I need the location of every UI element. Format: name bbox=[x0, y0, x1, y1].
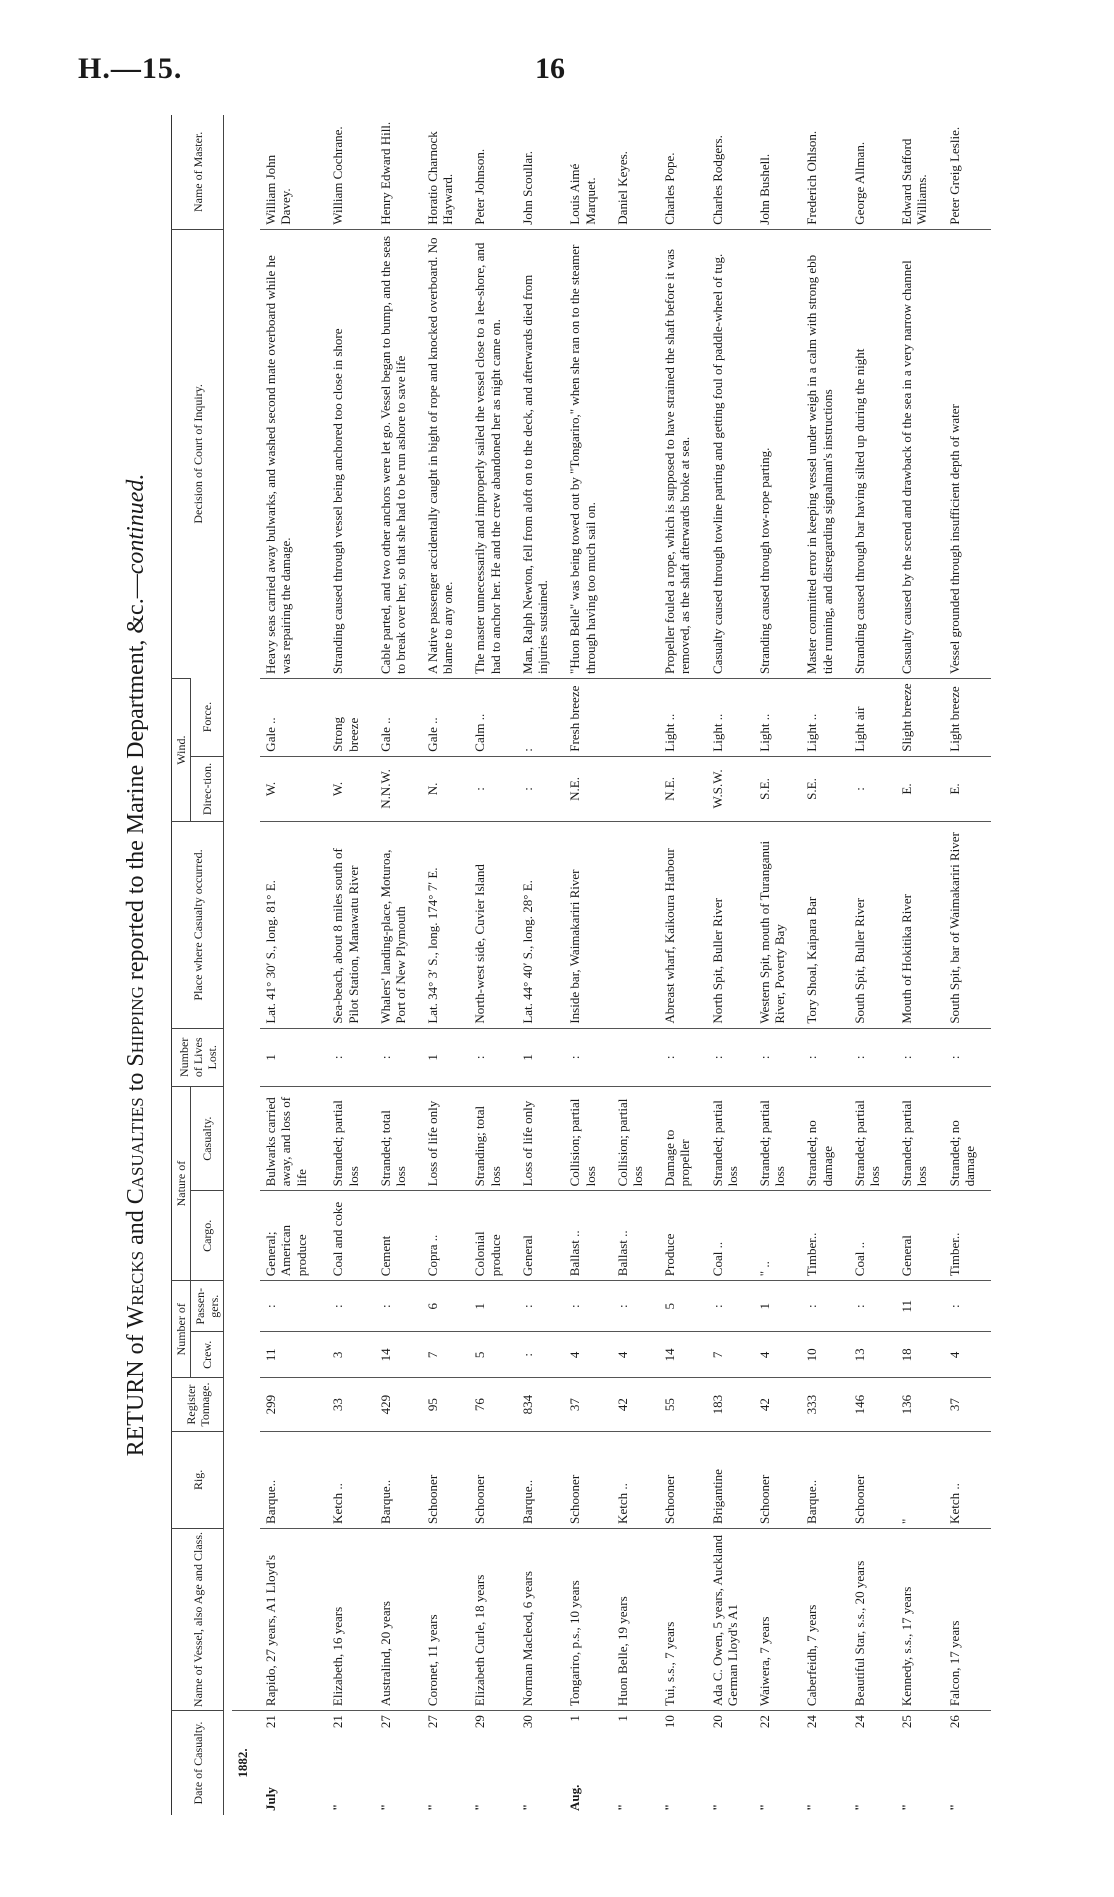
cell-force: Light .. bbox=[659, 678, 706, 756]
cell-vessel: Kennedy, s.s., 17 years bbox=[896, 1528, 943, 1710]
cell-decision: Propeller fouled a rope, which is supposed to have strained the shaft before it was removed, as the shaft afterwards broke at sea. bbox=[659, 229, 706, 678]
cell-force: Slight breeze bbox=[896, 678, 943, 756]
cell-direction: : bbox=[469, 756, 516, 822]
col-direction: Direc-tion. bbox=[191, 756, 224, 822]
col-force: Force. bbox=[191, 678, 224, 756]
cell-passengers: : bbox=[849, 1281, 896, 1332]
cell-master: Frederich Ohlson. bbox=[804, 130, 820, 225]
cell-vessel: Beautiful Star, s.s., 20 years bbox=[849, 1528, 896, 1710]
cell-cargo: Coal .. bbox=[707, 1191, 754, 1281]
cell-day: 24 bbox=[851, 1715, 867, 1729]
cell-master: Louis Aimé Marquet. bbox=[567, 163, 598, 225]
table-row bbox=[944, 115, 991, 1815]
cell-day: 29 bbox=[472, 1715, 488, 1729]
cell-month: " bbox=[614, 1803, 630, 1811]
title-suffix: reported to the Marine Department, &c.— bbox=[123, 574, 149, 987]
cell-rig: Schooner bbox=[659, 1431, 706, 1528]
cell-day: 1 bbox=[614, 1715, 630, 1722]
cell-day: 26 bbox=[946, 1715, 962, 1729]
cell-vessel: Elizabeth, 16 years bbox=[327, 1528, 374, 1710]
cell-force bbox=[612, 678, 659, 756]
returns-table bbox=[171, 115, 991, 1815]
cell-crew: 7 bbox=[707, 1332, 754, 1378]
cell-day: 27 bbox=[377, 1715, 393, 1729]
cell-place: South Spit, Buller River bbox=[849, 822, 896, 1028]
cell-force: Light breeze bbox=[944, 678, 991, 756]
cell-date bbox=[422, 1711, 469, 1815]
col-crew: Crew. bbox=[191, 1332, 224, 1378]
cell-direction: W. bbox=[327, 756, 374, 822]
table-row bbox=[801, 115, 848, 1815]
cell-rig: Barque.. bbox=[801, 1431, 848, 1528]
cell-month: " bbox=[899, 1803, 915, 1811]
cell-master: John Bushell. bbox=[756, 153, 772, 225]
cell-master: Charles Rodgers. bbox=[709, 135, 725, 225]
cell-month: " bbox=[425, 1803, 441, 1811]
cell-cargo: General bbox=[517, 1191, 564, 1281]
cell-month: " bbox=[709, 1803, 725, 1811]
cell-vessel: Tongariro, p.s., 10 years bbox=[564, 1528, 611, 1710]
cell-crew: 7 bbox=[422, 1332, 469, 1378]
cell-tonnage: 299 bbox=[260, 1378, 327, 1431]
cell-cargo: General bbox=[896, 1191, 943, 1281]
cell-passengers: : bbox=[564, 1281, 611, 1332]
cell-force: Gale .. bbox=[260, 678, 327, 756]
cell-crew: 14 bbox=[375, 1332, 422, 1378]
cell-force: Light .. bbox=[707, 678, 754, 756]
cell-month: " bbox=[377, 1803, 393, 1811]
cell-vessel: Waiwera, 7 years bbox=[754, 1528, 801, 1710]
cell-rig: Schooner bbox=[849, 1431, 896, 1528]
cell-lives bbox=[612, 1028, 659, 1086]
cell-date bbox=[517, 1711, 564, 1815]
col-passengers: Passen-gers. bbox=[191, 1281, 224, 1332]
cell-lives: : bbox=[375, 1028, 422, 1086]
cell-decision: Man, Ralph Newton, fell from aloft on to the deck, and afterwards died from injuries sustained. bbox=[517, 229, 564, 678]
cell-cargo: Produce bbox=[659, 1191, 706, 1281]
cell-master: Henry Edward Hill. bbox=[377, 121, 393, 225]
cell-passengers: 5 bbox=[659, 1281, 706, 1332]
cell-tonnage: 429 bbox=[375, 1378, 422, 1431]
cell-tonnage: 333 bbox=[801, 1378, 848, 1431]
cell-direction: : bbox=[849, 756, 896, 822]
page-number: 16 bbox=[535, 52, 565, 85]
cell-date bbox=[375, 1711, 422, 1815]
cell-casualty: Loss of life only bbox=[422, 1086, 469, 1190]
cell-cargo: " .. bbox=[754, 1191, 801, 1281]
cell-decision: Stranding caused through tow-rope parting. bbox=[754, 229, 801, 678]
cell-date bbox=[801, 1711, 848, 1815]
col-wind: Wind. bbox=[172, 678, 191, 821]
cell-passengers: 1 bbox=[754, 1281, 801, 1332]
cell-day: 10 bbox=[662, 1715, 678, 1729]
cell-vessel: Caberfeidh, 7 years bbox=[801, 1528, 848, 1710]
cell-casualty: Stranded; partial loss bbox=[896, 1086, 943, 1190]
cell-crew: 14 bbox=[659, 1332, 706, 1378]
cell-cargo: Cement bbox=[375, 1191, 422, 1281]
cell-vessel: Tui, s.s., 7 years bbox=[659, 1528, 706, 1710]
cell-lives: : bbox=[327, 1028, 374, 1086]
cell-cargo: Colonial produce bbox=[469, 1191, 516, 1281]
cell-passengers: 6 bbox=[422, 1281, 469, 1332]
cell-day: 22 bbox=[756, 1715, 772, 1729]
year-label: 1882. bbox=[232, 1711, 260, 1815]
col-place: Place where Casualty occurred. bbox=[172, 822, 224, 1028]
col-lives-lost: Number of Lives Lost. bbox=[172, 1028, 224, 1086]
col-rig: Rig. bbox=[172, 1431, 224, 1528]
cell-direction: W. bbox=[260, 756, 327, 822]
cell-date bbox=[612, 1711, 659, 1815]
title-wrecks: Wrecks bbox=[123, 1250, 149, 1329]
cell-lives: : bbox=[707, 1028, 754, 1086]
cell-cargo: Coal and coke bbox=[327, 1191, 374, 1281]
cell-month: Aug. bbox=[567, 1784, 583, 1811]
cell-day: 1 bbox=[567, 1715, 583, 1722]
cell-day: 27 bbox=[425, 1715, 441, 1729]
table-row bbox=[896, 115, 943, 1815]
cell-place: Tory Shoal, Kaipara Bar bbox=[801, 822, 848, 1028]
cell-lives: : bbox=[849, 1028, 896, 1086]
cell-month: " bbox=[756, 1803, 772, 1811]
cell-tonnage: 95 bbox=[422, 1378, 469, 1431]
cell-master: George Allman. bbox=[851, 141, 867, 225]
cell-direction: E. bbox=[896, 756, 943, 822]
cell-vessel: Australind, 20 years bbox=[375, 1528, 422, 1710]
cell-passengers: : bbox=[801, 1281, 848, 1332]
cell-rig: Barque.. bbox=[260, 1431, 327, 1528]
cell-place bbox=[612, 822, 659, 1028]
cell-tonnage: 42 bbox=[612, 1378, 659, 1431]
cell-rig: Barque.. bbox=[517, 1431, 564, 1528]
page-code: H.—15. bbox=[78, 52, 183, 85]
cell-casualty: Stranding; total loss bbox=[469, 1086, 516, 1190]
table-row bbox=[469, 115, 516, 1815]
cell-decision: Heavy seas carried away bulwarks, and washed second mate overboard while he was repairing the damage. bbox=[260, 229, 327, 678]
cell-rig: Ketch .. bbox=[327, 1431, 374, 1528]
cell-lives: 1 bbox=[260, 1028, 327, 1086]
cell-master: Daniel Keyes. bbox=[614, 151, 630, 225]
cell-casualty: Stranded; partial loss bbox=[707, 1086, 754, 1190]
cell-tonnage: 76 bbox=[469, 1378, 516, 1431]
cell-crew: 5 bbox=[469, 1332, 516, 1378]
cell-master: Peter Johnson. bbox=[472, 148, 488, 225]
cell-passengers: : bbox=[260, 1281, 327, 1332]
cell-date bbox=[707, 1711, 754, 1815]
cell-decision: Stranding caused through bar having silted up during the night bbox=[849, 229, 896, 678]
cell-date bbox=[260, 1711, 327, 1815]
cell-decision: Casualty caused by the scend and drawback of the sea in a very narrow channel bbox=[896, 229, 943, 678]
cell-month: " bbox=[804, 1803, 820, 1811]
cell-rig: Schooner bbox=[564, 1431, 611, 1528]
cell-vessel: Huon Belle, 19 years bbox=[612, 1528, 659, 1710]
table-row bbox=[517, 115, 564, 1815]
cell-direction: : bbox=[517, 756, 564, 822]
cell-casualty: Collision; partial loss bbox=[612, 1086, 659, 1190]
cell-force: Light .. bbox=[754, 678, 801, 756]
table-row bbox=[564, 115, 611, 1815]
cell-passengers: : bbox=[517, 1281, 564, 1332]
cell-lives: : bbox=[469, 1028, 516, 1086]
cell-lives: : bbox=[659, 1028, 706, 1086]
cell-month: " bbox=[519, 1803, 535, 1811]
cell-direction: N.N.W. bbox=[375, 756, 422, 822]
cell-rig: Schooner bbox=[422, 1431, 469, 1528]
cell-force: Calm .. bbox=[469, 678, 516, 756]
rotated-table-page bbox=[123, 85, 1013, 1845]
col-cargo: Cargo. bbox=[191, 1191, 224, 1281]
cell-crew: 4 bbox=[612, 1332, 659, 1378]
cell-place: Western Spit, mouth of Turanganui River, Poverty Bay bbox=[754, 822, 801, 1028]
col-decision: Decision of Court of Inquiry. bbox=[172, 229, 224, 678]
col-master: Name of Master. bbox=[172, 115, 224, 229]
cell-day: 20 bbox=[709, 1715, 725, 1729]
cell-direction: W.S.W. bbox=[707, 756, 754, 822]
title-shipping: Shipping bbox=[123, 986, 149, 1067]
cell-casualty: Stranded; partial loss bbox=[327, 1086, 374, 1190]
cell-master: John Scoullar. bbox=[519, 151, 535, 225]
cell-crew: 10 bbox=[801, 1332, 848, 1378]
cell-place: North-west side, Cuvier Island bbox=[469, 822, 516, 1028]
cell-tonnage: 37 bbox=[944, 1378, 991, 1431]
cell-direction: N.E. bbox=[659, 756, 706, 822]
cell-day: 24 bbox=[804, 1715, 820, 1729]
cell-place: Lat. 41° 30′ S., long. 81° E. bbox=[260, 822, 327, 1028]
cell-decision: Cable parted, and two other anchors were let go. Vessel began to bump, and the seas to break over her, so that she had to be run ashore to save life bbox=[375, 229, 422, 678]
cell-place: Sea-beach, about 8 miles south of Pilot Station, Manawatu River bbox=[327, 822, 374, 1028]
cell-decision: Vessel grounded through insufficient depth of water bbox=[944, 229, 991, 678]
cell-direction: S.E. bbox=[754, 756, 801, 822]
cell-place: Abreast wharf, Kaikoura Harbour bbox=[659, 822, 706, 1028]
cell-rig: Schooner bbox=[754, 1431, 801, 1528]
cell-lives: : bbox=[944, 1028, 991, 1086]
cell-rig: " bbox=[896, 1431, 943, 1528]
table-row bbox=[375, 115, 422, 1815]
table-body bbox=[224, 115, 991, 1815]
cell-force: Strong breeze bbox=[327, 678, 374, 756]
cell-date bbox=[896, 1711, 943, 1815]
cell-crew: 3 bbox=[327, 1332, 374, 1378]
cell-rig: Barque.. bbox=[375, 1431, 422, 1528]
cell-lives: : bbox=[564, 1028, 611, 1086]
cell-place: Whalers' landing-place, Moturoa, Port of New Plymouth bbox=[375, 822, 422, 1028]
cell-direction: S.E. bbox=[801, 756, 848, 822]
cell-casualty: Stranded; no damage bbox=[801, 1086, 848, 1190]
cell-direction: N.E. bbox=[564, 756, 611, 822]
cell-tonnage: 37 bbox=[564, 1378, 611, 1431]
title-casualties: Casualties bbox=[123, 1097, 149, 1205]
cell-crew: 4 bbox=[944, 1332, 991, 1378]
cell-force: Fresh breeze bbox=[564, 678, 611, 756]
cell-day: 30 bbox=[519, 1715, 535, 1729]
cell-month: " bbox=[946, 1803, 962, 1811]
cell-cargo: Timber.. bbox=[801, 1191, 848, 1281]
cell-vessel: Falcon, 17 years bbox=[944, 1528, 991, 1710]
cell-month: " bbox=[662, 1803, 678, 1811]
cell-lives: 1 bbox=[422, 1028, 469, 1086]
cell-direction bbox=[612, 756, 659, 822]
year-row bbox=[232, 115, 260, 1815]
cell-casualty: Stranded; no damage bbox=[944, 1086, 991, 1190]
table-row bbox=[659, 115, 706, 1815]
title-mid: to bbox=[123, 1066, 149, 1098]
cell-casualty: Bulwarks carried away, and loss of life bbox=[260, 1086, 327, 1190]
cell-month: " bbox=[851, 1803, 867, 1811]
col-tonnage: Register Tonnage. bbox=[172, 1378, 224, 1431]
cell-master: William Cochrane. bbox=[330, 126, 346, 225]
cell-vessel: Ada C. Owen, 5 years, Auckland German Lloyd's A1 bbox=[707, 1528, 754, 1710]
cell-rig: Schooner bbox=[469, 1431, 516, 1528]
cell-tonnage: 146 bbox=[849, 1378, 896, 1431]
cell-passengers: : bbox=[375, 1281, 422, 1332]
cell-passengers: : bbox=[612, 1281, 659, 1332]
cell-tonnage: 42 bbox=[754, 1378, 801, 1431]
cell-day: 25 bbox=[899, 1715, 915, 1729]
cell-direction: N. bbox=[422, 756, 469, 822]
cell-place: South Spit, bar of Waimakariri River bbox=[944, 822, 991, 1028]
table-row bbox=[612, 115, 659, 1815]
col-date: Date of Casualty. bbox=[172, 1711, 224, 1815]
cell-direction: E. bbox=[944, 756, 991, 822]
cell-lives: : bbox=[801, 1028, 848, 1086]
cell-passengers: : bbox=[327, 1281, 374, 1332]
cell-decision: "Huon Belle" was being towed out by "Tongariro," when she ran on to the steamer through having too much sail on. bbox=[564, 229, 611, 678]
cell-vessel: Rapido, 27 years, A1 Lloyd's bbox=[260, 1528, 327, 1710]
cell-crew: 11 bbox=[260, 1332, 327, 1378]
cell-crew: 18 bbox=[896, 1332, 943, 1378]
cell-force: Gale .. bbox=[375, 678, 422, 756]
cell-casualty: Loss of life only bbox=[517, 1086, 564, 1190]
cell-rig: Ketch .. bbox=[612, 1431, 659, 1528]
cell-crew: 13 bbox=[849, 1332, 896, 1378]
cell-casualty: Stranded; total loss bbox=[375, 1086, 422, 1190]
table-title bbox=[123, 85, 150, 1845]
col-nature-of: Nature of bbox=[172, 1086, 191, 1280]
cell-month: " bbox=[472, 1803, 488, 1811]
cell-passengers: 1 bbox=[469, 1281, 516, 1332]
cell-tonnage: 834 bbox=[517, 1378, 564, 1431]
cell-vessel: Elizabeth Curle, 18 years bbox=[469, 1528, 516, 1710]
cell-vessel: Norman Macleod, 6 years bbox=[517, 1528, 564, 1710]
table-row bbox=[260, 115, 327, 1815]
title-and: and bbox=[123, 1204, 149, 1251]
cell-master: Horatio Charnock Hayward. bbox=[425, 131, 456, 225]
cell-casualty: Stranded; partial loss bbox=[849, 1086, 896, 1190]
cell-lives: 1 bbox=[517, 1028, 564, 1086]
cell-master: Edward Stafford Williams. bbox=[899, 138, 930, 225]
cell-date bbox=[849, 1711, 896, 1815]
cell-master: Charles Pope. bbox=[662, 152, 678, 225]
cell-casualty: Stranded; partial loss bbox=[754, 1086, 801, 1190]
table-row bbox=[754, 115, 801, 1815]
cell-master: William John Davey. bbox=[263, 154, 294, 225]
cell-date bbox=[469, 1711, 516, 1815]
cell-day: 21 bbox=[330, 1715, 346, 1729]
cell-decision: The master unnecessarily and improperly sailed the vessel close to a lee-shore, and had to anchor her. He and the crew abandoned her as night came on. bbox=[469, 229, 516, 678]
cell-crew: 4 bbox=[564, 1332, 611, 1378]
cell-date bbox=[659, 1711, 706, 1815]
col-casualty: Casualty. bbox=[191, 1086, 224, 1190]
cell-cargo: Copra .. bbox=[422, 1191, 469, 1281]
cell-day: 21 bbox=[263, 1715, 279, 1729]
cell-decision: Casualty caused through towline parting and getting foul of paddle-wheel of tug. bbox=[707, 229, 754, 678]
cell-force: : bbox=[517, 678, 564, 756]
cell-place: Lat. 34° 3′ S., long. 174° 7′ E. bbox=[422, 822, 469, 1028]
cell-decision: Stranding caused through vessel being anchored too close in shore bbox=[327, 229, 374, 678]
title-prefix: RETURN of bbox=[123, 1328, 149, 1457]
cell-cargo: General; American produce bbox=[260, 1191, 327, 1281]
cell-decision: A Native passenger accidentally caught in bight of rope and knocked overboard. No blame to any one. bbox=[422, 229, 469, 678]
cell-rig: Ketch .. bbox=[944, 1431, 991, 1528]
title-continued: continued. bbox=[123, 473, 149, 575]
cell-place: North Spit, Buller River bbox=[707, 822, 754, 1028]
cell-passengers: 11 bbox=[896, 1281, 943, 1332]
cell-tonnage: 136 bbox=[896, 1378, 943, 1431]
cell-force: Light air bbox=[849, 678, 896, 756]
cell-lives: : bbox=[896, 1028, 943, 1086]
cell-cargo: Timber.. bbox=[944, 1191, 991, 1281]
table-row bbox=[327, 115, 374, 1815]
cell-date bbox=[564, 1711, 611, 1815]
cell-passengers: : bbox=[707, 1281, 754, 1332]
col-number-of: Number of bbox=[172, 1281, 191, 1378]
table-row bbox=[422, 115, 469, 1815]
cell-cargo: Ballast .. bbox=[612, 1191, 659, 1281]
col-vessel: Name of Vessel, also Age and Class. bbox=[172, 1528, 224, 1710]
cell-cargo: Ballast .. bbox=[564, 1191, 611, 1281]
cell-casualty: Collision; partial loss bbox=[564, 1086, 611, 1190]
cell-crew: 4 bbox=[754, 1332, 801, 1378]
cell-force: Light .. bbox=[801, 678, 848, 756]
cell-force: Gale .. bbox=[422, 678, 469, 756]
cell-tonnage: 183 bbox=[707, 1378, 754, 1431]
table-row bbox=[707, 115, 754, 1815]
cell-decision bbox=[612, 229, 659, 678]
cell-rig: Brigantine bbox=[707, 1431, 754, 1528]
cell-place: Mouth of Hokitika River bbox=[896, 822, 943, 1028]
cell-date bbox=[754, 1711, 801, 1815]
cell-cargo: Coal .. bbox=[849, 1191, 896, 1281]
cell-place: Inside bar, Waimakariri River bbox=[564, 822, 611, 1028]
cell-vessel: Coronet, 11 years bbox=[422, 1528, 469, 1710]
cell-place: Lat. 44° 40′ S., long. 28° E. bbox=[517, 822, 564, 1028]
cell-crew: : bbox=[517, 1332, 564, 1378]
cell-decision: Master committed error in keeping vessel under weigh in a calm with strong ebb tide running, and disregarding signalman's instructions bbox=[801, 229, 848, 678]
cell-lives: : bbox=[754, 1028, 801, 1086]
cell-casualty: Damage to propeller bbox=[659, 1086, 706, 1190]
cell-date bbox=[944, 1711, 991, 1815]
table-row bbox=[849, 115, 896, 1815]
cell-tonnage: 33 bbox=[327, 1378, 374, 1431]
cell-tonnage: 55 bbox=[659, 1378, 706, 1431]
cell-master: Peter Greig Leslie. bbox=[946, 126, 962, 225]
cell-month: July bbox=[263, 1787, 279, 1811]
cell-month: " bbox=[330, 1803, 346, 1811]
cell-date bbox=[327, 1711, 374, 1815]
cell-passengers: : bbox=[944, 1281, 991, 1332]
